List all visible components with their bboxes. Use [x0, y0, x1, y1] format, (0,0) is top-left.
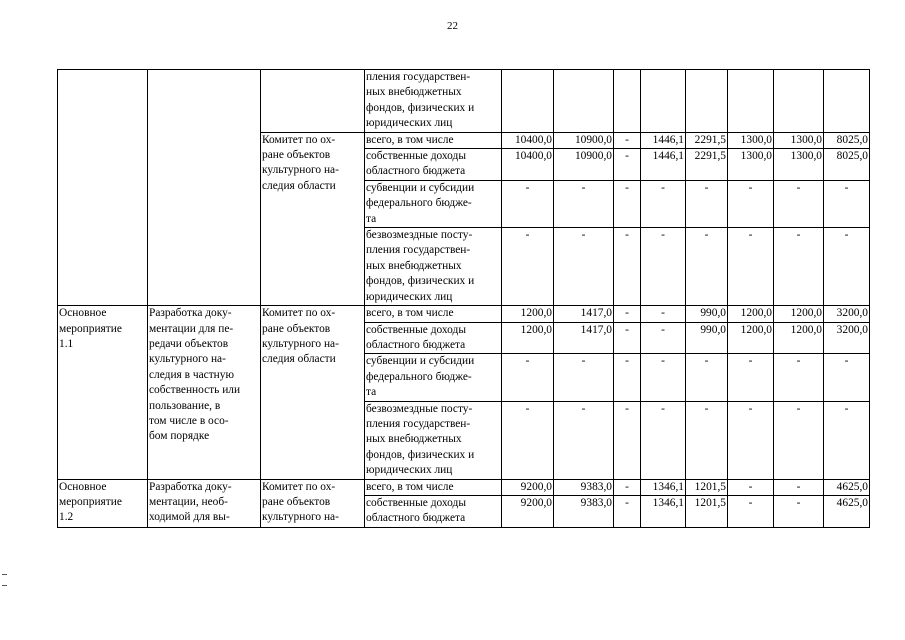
value-cell: - — [614, 149, 641, 181]
executor-cell: Комитет по ох- ране объектов культурного на- следия области — [261, 306, 365, 479]
value-cell: - — [686, 180, 728, 227]
value-cell: 1200,0 — [774, 322, 824, 354]
source-free-cell: пления государствен- ных внебюджетных фондов, физических и юридических лиц — [365, 70, 502, 133]
empty-code-cell — [58, 70, 148, 306]
value-cell: 1446,1 — [641, 149, 686, 181]
value-cell: - — [774, 354, 824, 401]
value-cell: 1200,0 — [728, 306, 774, 322]
value-cell: 1300,0 — [774, 149, 824, 181]
source-own-cell: собственные доходы областного бюджета — [365, 495, 502, 527]
source-free-cell: безвозмездные посту- пления государствен- ных внебюджетных фондов, физических и юридических лиц — [365, 228, 502, 306]
value-cell: 1446,1 — [641, 132, 686, 148]
value-cell: 1300,0 — [728, 149, 774, 181]
value-cell: 9200,0 — [502, 495, 554, 527]
value-cell: 10400,0 — [502, 132, 554, 148]
measure-name-cell: Разработка доку- ментации для пе- редачи объектов культурного на- следия в частную собственность или пользование, в том числе в осо- бом порядке — [148, 306, 261, 479]
value-cell: 1300,0 — [774, 132, 824, 148]
value-cell: - — [641, 180, 686, 227]
value-cell: - — [774, 495, 824, 527]
value-cell: - — [614, 479, 641, 495]
margin-mark — [2, 574, 7, 586]
value-cell: - — [554, 228, 614, 306]
value-cell: 1200,0 — [502, 322, 554, 354]
value-cell: - — [502, 228, 554, 306]
value-cell: 4625,0 — [824, 479, 870, 495]
value-cell: 1346,1 — [641, 495, 686, 527]
value-cell: 2291,5 — [686, 132, 728, 148]
value-cell: 9200,0 — [502, 479, 554, 495]
value-cell: - — [728, 354, 774, 401]
measure-code-cell: Основное мероприятие 1.2 — [58, 479, 148, 527]
empty-executor-cell — [261, 70, 365, 133]
value-cell: 1346,1 — [641, 479, 686, 495]
value-cell: 3200,0 — [824, 322, 870, 354]
table-row — [58, 479, 870, 495]
executor-cell: Комитет по ох- ране объектов культурного на- — [261, 479, 365, 527]
value-cell: - — [686, 354, 728, 401]
value-cell: - — [824, 228, 870, 306]
value-cell: 10900,0 — [554, 149, 614, 181]
value-cell: - — [641, 322, 686, 354]
value-cell: - — [774, 401, 824, 479]
value-cell: - — [641, 228, 686, 306]
value-cell: - — [686, 228, 728, 306]
page-number: 22 — [447, 20, 458, 32]
value-cell: - — [614, 132, 641, 148]
value-cell: - — [774, 180, 824, 227]
value-cell: 9383,0 — [554, 479, 614, 495]
source-subs-cell: субвенции и субсидии федерального бюдже- та — [365, 354, 502, 401]
value-cell: 1417,0 — [554, 322, 614, 354]
value-cell: - — [824, 180, 870, 227]
value-cell: 8025,0 — [824, 132, 870, 148]
value-cell: - — [502, 401, 554, 479]
value-cell: - — [728, 479, 774, 495]
value-cell: - — [641, 401, 686, 479]
source-free-cell: безвозмездные посту- пления государствен- ных внебюджетных фондов, физических и юридических лиц — [365, 401, 502, 479]
measure-code-cell: Основное мероприятие 1.1 — [58, 306, 148, 479]
value-cell: - — [614, 228, 641, 306]
value-cell: - — [728, 401, 774, 479]
value-cell: - — [774, 479, 824, 495]
value-cell: - — [554, 401, 614, 479]
source-subs-cell: субвенции и субсидии федерального бюдже- та — [365, 180, 502, 227]
empty-name-cell — [148, 70, 261, 306]
value-cell: 990,0 — [686, 322, 728, 354]
value-cell: 9383,0 — [554, 495, 614, 527]
value-cell: 1200,0 — [728, 322, 774, 354]
value-cell: - — [728, 228, 774, 306]
value-cell: 1300,0 — [728, 132, 774, 148]
budget-table — [57, 69, 870, 528]
source-total-cell: всего, в том числе — [365, 132, 502, 148]
value-cell: - — [554, 180, 614, 227]
value-cell: - — [774, 228, 824, 306]
value-cell: - — [728, 495, 774, 527]
value-cell: - — [728, 180, 774, 227]
value-cell: 3200,0 — [824, 306, 870, 322]
table-row — [58, 306, 870, 322]
value-cell: 4625,0 — [824, 495, 870, 527]
value-cell: 10400,0 — [502, 149, 554, 181]
value-cell: - — [614, 322, 641, 354]
source-total-cell: всего, в том числе — [365, 306, 502, 322]
value-cell: 10900,0 — [554, 132, 614, 148]
value-cell: 1201,5 — [686, 479, 728, 495]
table-row — [58, 70, 870, 133]
executor-cell: Комитет по ох- ране объектов культурного на- следия области — [261, 132, 365, 305]
value-cell: - — [614, 180, 641, 227]
value-cell: 990,0 — [686, 306, 728, 322]
value-cell: 1417,0 — [554, 306, 614, 322]
value-cell: 1201,5 — [686, 495, 728, 527]
value-cell: - — [502, 354, 554, 401]
source-total-cell: всего, в том числе — [365, 479, 502, 495]
value-cell: - — [824, 401, 870, 479]
value-cell: - — [641, 354, 686, 401]
value-cell: - — [614, 495, 641, 527]
value-cell: - — [502, 180, 554, 227]
value-cell: - — [614, 306, 641, 322]
value-cell: - — [686, 401, 728, 479]
value-cell: 1200,0 — [774, 306, 824, 322]
value-cell: 8025,0 — [824, 149, 870, 181]
value-cell: - — [614, 354, 641, 401]
value-cell: - — [554, 354, 614, 401]
value-cell: 1200,0 — [502, 306, 554, 322]
source-own-cell: собственные доходы областного бюджета — [365, 322, 502, 354]
value-cell: - — [614, 401, 641, 479]
source-own-cell: собственные доходы областного бюджета — [365, 149, 502, 181]
value-cell: - — [641, 306, 686, 322]
value-cell: - — [824, 354, 870, 401]
value-cell: 2291,5 — [686, 149, 728, 181]
measure-name-cell: Разработка доку- ментации, необ- ходимой для вы- — [148, 479, 261, 527]
